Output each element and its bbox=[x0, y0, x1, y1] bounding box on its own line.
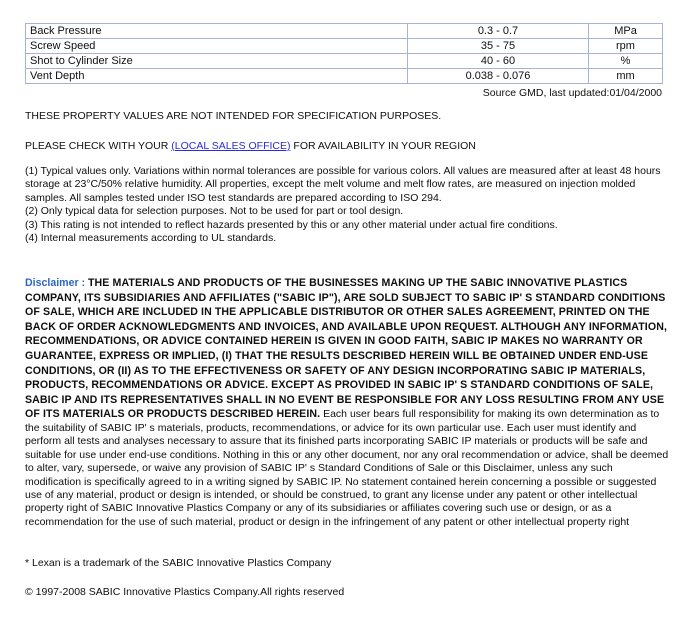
property-unit-cell: % bbox=[589, 54, 663, 69]
disclaimer-regular-text: Each user bears full responsibility for making its own determination as to the suitability of SABIC IP' s materials, products, recommendations, or advice for its own particular use. Each user must identify and perform all tests and analyses necessary to assure that its finished parts incorporating SABIC IP materials or products will be safe and suitable for use under end-use conditions. Nothing in this or any other document, nor any oral recommendation or advice, shall be deemed to alter, vary, supersede, or waive any provision of SABIC IP' s Standard Conditions of Sale or this Disclaimer, unless any such modification is specifically agreed to in a writing signed by SABIC IP. No statement contained herein concerning a possible or suggested use of any material, product or design is intended, or should be construed, to grant any license under any patent or other intellectual property right of SABIC Innovative Plastics Company or any of its subsidiaries or affiliates covering such use or design, or as a recommendation for the use of such material, product or design in the infringement of any patent or other intellectual property right bbox=[25, 408, 669, 528]
property-value-cell: 0.3 - 0.7 bbox=[408, 24, 589, 39]
availability-notice bbox=[25, 140, 669, 152]
property-unit-cell: rpm bbox=[589, 39, 663, 54]
specification-notice: THESE PROPERTY VALUES ARE NOT INTENDED FOR SPECIFICATION PURPOSES. bbox=[25, 110, 442, 122]
availability-prefix: PLEASE CHECK WITH YOUR bbox=[25, 140, 169, 152]
source-note: Source GMD, last updated:01/04/2000 bbox=[482, 87, 662, 99]
disclaimer-paragraph bbox=[25, 276, 669, 529]
table-row bbox=[26, 69, 663, 84]
property-value-cell: 35 - 75 bbox=[408, 39, 589, 54]
property-name-cell: Shot to Cylinder Size bbox=[26, 54, 408, 69]
table-row bbox=[26, 39, 663, 54]
local-sales-office-link[interactable]: (LOCAL SALES OFFICE) bbox=[171, 140, 291, 152]
property-value-cell: 0.038 - 0.076 bbox=[408, 69, 589, 84]
footnote-3: (3) This rating is not intended to reflect hazards presented by this or any other material under actual fire conditions. bbox=[25, 218, 558, 231]
footnote-1: (1) Typical values only. Variations within normal tolerances are possible for various colors. All values are measured after at least 48 hours storage at 23°C/50% relative humidity. All properties, except the melt volume and melt flow rates, are measured on injection molded samples. All samples tested under ISO test standards are prepared according to ISO 294. bbox=[25, 165, 661, 204]
property-name-cell: Back Pressure bbox=[26, 24, 408, 39]
availability-suffix: FOR AVAILABILITY IN YOUR REGION bbox=[293, 140, 476, 152]
trademark-note: * Lexan is a trademark of the SABIC Innovative Plastics Company bbox=[25, 557, 332, 569]
footnote-4: (4) Internal measurements according to UL standards. bbox=[25, 232, 277, 245]
table-row bbox=[26, 54, 663, 69]
footnotes bbox=[25, 165, 669, 245]
table-row bbox=[26, 24, 663, 39]
properties-table bbox=[25, 23, 663, 84]
property-value-cell: 40 - 60 bbox=[408, 54, 589, 69]
property-unit-cell: MPa bbox=[589, 24, 663, 39]
disclaimer-bold-text: THE MATERIALS AND PRODUCTS OF THE BUSINESSES MAKING UP THE SABIC INNOVATIVE PLASTICS COMPANY, ITS SUBSIDIARIES AND AFFILIATES ("SABIC IP"), ARE SOLD SUBJECT TO SABIC IP' S STANDARD CONDITIONS OF SALE, WHICH ARE INCLUDED IN THE APPLICABLE DISTRIBUTOR OR OTHER SALES AGREEMENT, PRINTED ON THE BACK OF ORDER ACKNOWLEDGMENTS AND INVOICES, AND AVAILABLE UPON REQUEST. ALTHOUGH ANY INFORMATION, RECOMMENDATIONS, OR ADVICE CONTAINED HEREIN IS GIVEN IN GOOD FAITH, SABIC IP MAKES NO WARRANTY OR GUARANTEE, EXPRESS OR IMPLIED, (I) THAT THE RESULTS DESCRIBED HEREIN WILL BE OBTAINED UNDER END-USE CONDITIONS, OR (II) AS TO THE EFFECTIVENESS OR SAFETY OF ANY DESIGN INCORPORATING SABIC IP MATERIALS, PRODUCTS, RECOMMENDATIONS OR ADVICE. EXCEPT AS PROVIDED IN SABIC IP' S STANDARD CONDITIONS OF SALE, SABIC IP AND ITS REPRESENTATIVES SHALL IN NO EVENT BE RESPONSIBLE FOR ANY LOSS RESULTING FROM ANY USE OF ITS MATERIALS OR PRODUCTS DESCRIBED HEREIN. bbox=[25, 277, 667, 421]
footnote-2: (2) Only typical data for selection purposes. Not to be used for part or tool design. bbox=[25, 205, 404, 218]
copyright-note: © 1997-2008 SABIC Innovative Plastics Company.All rights reserved bbox=[25, 586, 345, 598]
disclaimer-label: Disclaimer : bbox=[25, 277, 86, 289]
property-name-cell: Screw Speed bbox=[26, 39, 408, 54]
property-name-cell: Vent Depth bbox=[26, 69, 408, 84]
property-unit-cell: mm bbox=[589, 69, 663, 84]
